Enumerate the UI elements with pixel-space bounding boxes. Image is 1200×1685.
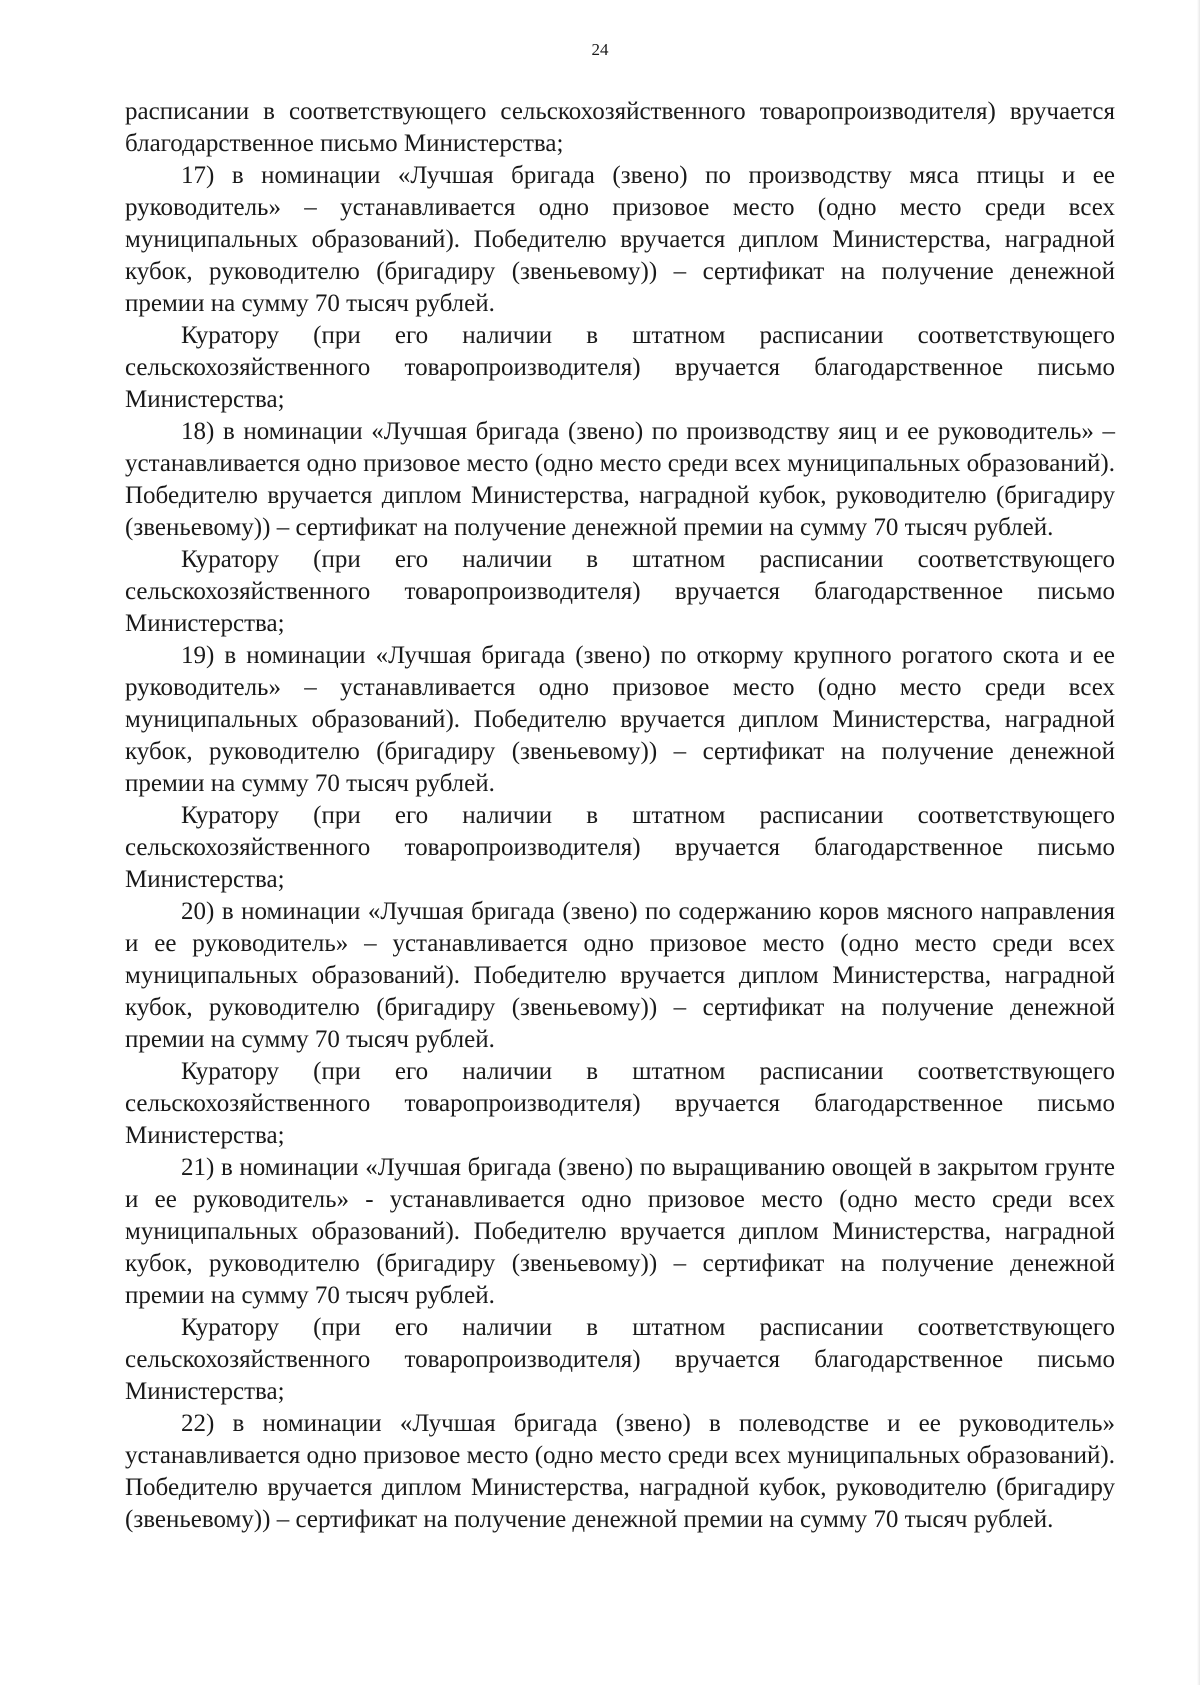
paragraph-item-18: 18) в номинации «Лучшая бригада (звено) по производству яиц и ее руководитель» – устанавливается одно призовое место (одно место среди всех муниципальных образований). Победителю вручается диплом Министерства, наградной кубок, руководителю (бригадиру (звеньевому)) – сертификат на получение денежной премии на сумму 70 тысяч рублей. — [125, 418, 1115, 541]
paragraph-curator-18: Куратору (при его наличии в штатном расписании соответствующего сельскохозяйственного товаропроизводителя) вручается благодарственное письмо Министерства; — [125, 546, 1115, 637]
paragraph-curator-20: Куратору (при его наличии в штатном расписании соответствующего сельскохозяйственного товаропроизводителя) вручается благодарственное письмо Министерства; — [125, 1058, 1115, 1149]
paragraph-continuation: расписании в соответствующего сельскохозяйственного товаропроизводителя) вручается благодарственное письмо Министерства; — [125, 98, 1115, 157]
paragraph-item-19: 19) в номинации «Лучшая бригада (звено) по откорму крупного рогатого скота и ее руководитель» – устанавливается одно призовое место (одно место среди всех муниципальных образований). Победителю вручается диплом Министерства, наградной кубок, руководителю (бригадиру (звеньевому)) – сертификат на получение денежной премии на сумму 70 тысяч рублей. — [125, 642, 1115, 797]
document-body — [125, 96, 1115, 1536]
paragraph-curator-19: Куратору (при его наличии в штатном расписании соответствующего сельскохозяйственного товаропроизводителя) вручается благодарственное письмо Министерства; — [125, 802, 1115, 893]
paragraph-curator-21: Куратору (при его наличии в штатном расписании соответствующего сельскохозяйственного товаропроизводителя) вручается благодарственное письмо Министерства; — [125, 1314, 1115, 1405]
paragraph-curator-17: Куратору (при его наличии в штатном расписании соответствующего сельскохозяйственного товаропроизводителя) вручается благодарственное письмо Министерства; — [125, 322, 1115, 413]
paragraph-item-17: 17) в номинации «Лучшая бригада (звено) по производству мяса птицы и ее руководитель» – устанавливается одно призовое место (одно место среди всех муниципальных образований). Победителю вручается диплом Министерства, наградной кубок, руководителю (бригадиру (звеньевому)) – сертификат на получение денежной премии на сумму 70 тысяч рублей. — [125, 162, 1115, 317]
paragraph-item-21: 21) в номинации «Лучшая бригада (звено) по выращиванию овощей в закрытом грунте и ее руководитель» - устанавливается одно призовое место (одно место среди всех муниципальных образований). Победителю вручается диплом Министерства, наградной кубок, руководителю (бригадиру (звеньевому)) – сертификат на получение денежной премии на сумму 70 тысяч рублей. — [125, 1154, 1115, 1309]
paragraph-item-22: 22) в номинации «Лучшая бригада (звено) в полеводстве и ее руководитель» устанавливается одно призовое место (одно место среди всех муниципальных образований). Победителю вручается диплом Министерства, наградной кубок, руководителю (бригадиру (звеньевому)) – сертификат на получение денежной премии на сумму 70 тысяч рублей. — [125, 1410, 1115, 1533]
page-number: 24 — [591, 40, 609, 59]
paragraph-item-20: 20) в номинации «Лучшая бригада (звено) по содержанию коров мясного направления и ее руководитель» – устанавливается одно призовое место (одно место среди всех муниципальных образований). Победителю вручается диплом Министерства, наградной кубок, руководителю (бригадиру (звеньевому)) – сертификат на получение денежной премии на сумму 70 тысяч рублей. — [125, 898, 1115, 1053]
